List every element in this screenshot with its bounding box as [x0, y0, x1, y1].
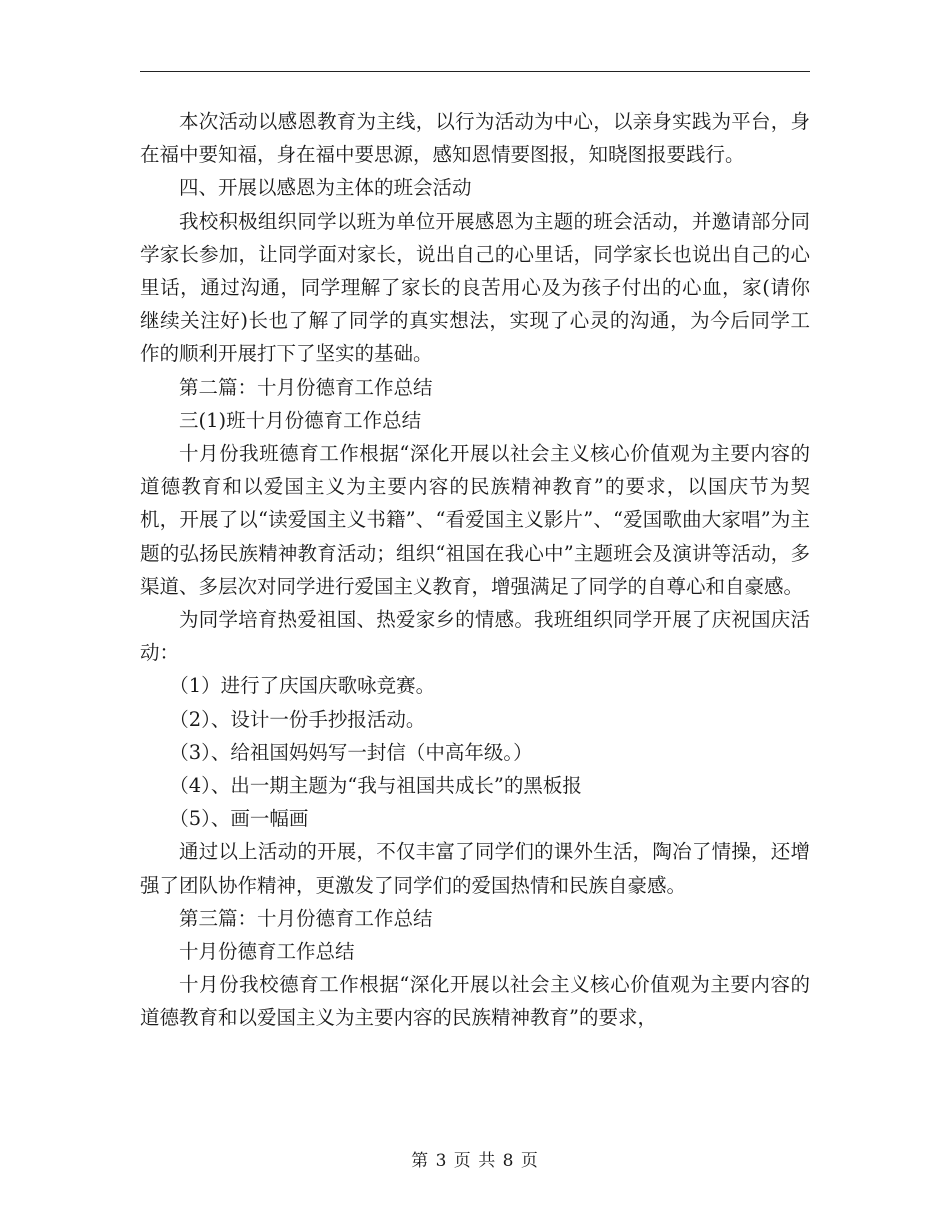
list-item: （2）、设计一份手抄报活动。	[169, 707, 426, 731]
paragraph: 为同学培育热爱祖国、热爱家乡的情感。我班组织同学开展了庆祝国庆活动：	[140, 608, 810, 665]
list-item: （3）、给祖国妈妈写一封信（中高年级。）	[169, 740, 533, 764]
article-title: 第三篇：十月份德育工作总结	[179, 906, 433, 930]
page-number-footer: 第 3 页 共 8 页	[411, 1151, 539, 1171]
paragraph: 十月份我班德育工作根据“深化开展以社会主义核心价值观为主要内容的道德教育和以爱国主义为主要内容的民族精神教育”的要求，以国庆节为契机，开展了以“读爱国主义书籍”、“看爱国主义影片”、“爱国歌曲大家唱”为主题的弘扬民族精神教育活动；组织“祖国在我心中”主题班会及演讲等活动，多渠道、多层次对同学进行爱国主义教育，增强满足了同学的自尊心和自豪感。	[140, 442, 810, 598]
article-subtitle: 十月份德育工作总结	[179, 940, 355, 964]
section-heading: 四、开展以感恩为主体的班会活动	[179, 176, 472, 200]
header-rule	[140, 71, 810, 72]
list-item: （4）、出一期主题为“我与祖国共成长”的黑板报	[169, 774, 582, 798]
article-subtitle: 三(1)班十月份德育工作总结	[179, 408, 422, 432]
list-item: （5）、画一幅画	[169, 807, 309, 831]
document-body	[140, 105, 810, 1035]
paragraph: 我校积极组织同学以班为单位开展感恩为主题的班会活动，并邀请部分同学家长参加，让同学面对家长，说出自己的心里话，同学家长也说出自己的心里话，通过沟通，同学理解了家长的良苦用心及为孩子付出的心血，家(请你继续关注好)长也了解了同学的真实想法，实现了心灵的沟通，为今后同学工作的顺利开展打下了坚实的基础。	[140, 209, 810, 366]
article-title: 第二篇：十月份德育工作总结	[179, 375, 433, 399]
paragraph: 通过以上活动的开展，不仅丰富了同学们的课外生活，陶冶了情操，还增强了团队协作精神，更激发了同学们的爱国热情和民族自豪感。	[140, 840, 810, 897]
paragraph: 本次活动以感恩教育为主线，以行为活动为中心，以亲身实践为平台，身在福中要知福，身在福中要思源，感知恩情要图报，知晓图报要践行。	[140, 110, 810, 167]
list-item: （1）进行了庆国庆歌咏竞赛。	[169, 674, 436, 698]
paragraph: 十月份我校德育工作根据“深化开展以社会主义核心价值观为主要内容的道德教育和以爱国主义为主要内容的民族精神教育”的要求，	[140, 973, 810, 1030]
